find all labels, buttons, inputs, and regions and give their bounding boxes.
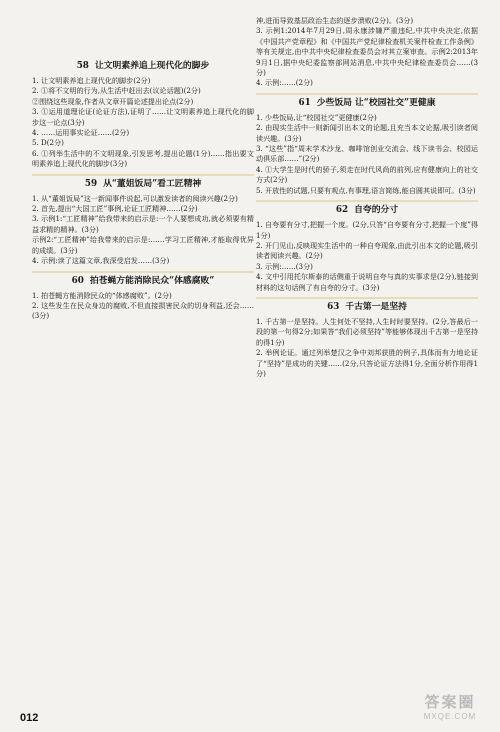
section-title-text: 千古第一是坚持 <box>345 301 407 312</box>
answer-line: 4. ①大学生是时代的骄子,须走在时代风尚的前列,应有健康向上的社交方式(2分) <box>256 164 478 185</box>
answer-line: 1. 少些饭局,让“校园社交”更健康(2分) <box>256 112 377 122</box>
answer-line: 2. 开门见山,反映现实生活中的一种自夸现象,由此引出本文的论题,吸引读者阅读兴趣。(2分) <box>256 240 478 261</box>
answer-line: 3. “这些”指“周末学术沙龙、咖啡馆创业交流会、线下读书会、校园运动俱乐部……”(2分) <box>256 144 478 164</box>
section-title-text: 自夸的分寸 <box>354 205 399 216</box>
watermark-brand: 答案圈 <box>424 694 476 711</box>
answer-line: 2. 首先,提出“大国工匠”事例,论证工匠精神……(2分) <box>32 204 198 214</box>
answer-line: ②围绕这些现象,作者从文章开篇论述提出论点(2分) <box>32 96 194 106</box>
answer-line: 1. 从“董姐饭局”这一新闻事件说起,可以激发读者的阅读兴趣(2分) <box>32 193 238 203</box>
answer-line: 4. 示例:……(2分) <box>256 78 313 88</box>
answer-line: 6. ①列举生活中的不文明现象,引发思考,提出论题(1分)……指出要文明素养追上现代化的脚步(3分) <box>32 148 254 169</box>
answer-line: 2. ①将不文明的行为,从生活中赶出去(议论话题)(2分) <box>32 86 201 96</box>
answer-line: 2. 举例论证。通过列举楚汉之争中刘邦获胜的例子,具体而有力地论证了“坚持”是成功的关键……(2分,只答论证方法得1分,全面分析作用得1分) <box>256 348 478 378</box>
watermark-url: MXQE.COM <box>423 712 477 721</box>
section-title-63 <box>256 297 478 313</box>
section-number: 59 <box>84 178 98 189</box>
section-number: 60 <box>71 275 84 286</box>
page-number: 012 <box>20 712 39 724</box>
section-title-61 <box>256 93 478 109</box>
answer-line: 1. 拍苍蝇方能消除民众的“体感腐败”。(2分) <box>32 290 172 300</box>
section-title-text: 让文明素养追上现代化的脚步 <box>94 61 210 71</box>
answer-line: 3. 示例1:“工匠精神”给我带来的启示是:一个人要想成功,就必须要有精益求精的精神。(3分) <box>32 214 254 234</box>
section-number: 61 <box>298 97 311 108</box>
answer-line: 5. D(2分) <box>32 138 64 148</box>
section-number: 58 <box>76 61 89 71</box>
section-title-58 <box>32 60 254 72</box>
answer-line: 5. 开放性的试题,只要有观点,有事理,语言简练,能自圆其说即可。(3分) <box>256 185 476 195</box>
answer-line: 1. 千古第一是坚持。人生何处不坚持,人生时时要坚持。(2分,答最后一段的第一句得2分;如果答“我们必须坚持”等能够体现出千古第一是坚持的得1分) <box>256 316 478 347</box>
section-title-text: 从“董姐饭局”看工匠精神 <box>103 178 202 189</box>
section-title-60 <box>32 271 254 287</box>
answer-line: 4. 示例:读了这篇文章,我深受启发……(3分) <box>32 256 170 266</box>
section-title-text: 拍苍蝇方能消除民众“体感腐败” <box>89 275 215 286</box>
answer-line: 2. 这些发生在民众身边的腐败,不但直接损害民众的切身利益,还会……(3分) <box>32 300 254 321</box>
section-number: 63 <box>327 301 340 312</box>
answer-line: 神,进而导致基层政治生态的逐步溃败(2分)。(3分) <box>256 16 414 25</box>
answer-line: 3. ①运用道理论证(论证方法),证明了……让文明素养追上现代化的脚步这一论点(3分) <box>32 107 254 127</box>
answer-line: 示例2:“工匠精神”给我带来的启示是:……学习工匠精神,才能取得优异的成绩。(3分) <box>32 235 254 255</box>
answer-line: 1. 自夸要有分寸,把握一个度。(2分,只答“自夸要有分寸,把握一个度”得1分) <box>256 220 478 240</box>
answer-line: 3. 示例:……(3分) <box>256 261 313 271</box>
right-column <box>256 16 478 379</box>
section-title-text: 少些饭局 让“校园社交”更健康 <box>316 97 436 108</box>
section-title-59 <box>32 174 254 190</box>
answer-line: 4. 文中引用托尔斯泰的话侧重于说明自夸与真的实事求是(2分),链接到材料的这句话例了有自夸的分寸。(3分) <box>256 272 478 292</box>
left-column <box>32 16 254 322</box>
answer-line: 1. 让文明素养追上现代化的脚步(2分) <box>32 76 151 85</box>
answer-line: 3. 示例1:2014年7月29日,周永康涉嫌严重违纪,中共中央决定,依据《中国共产党章程》和《中国共产党纪律检查机关案件检查工作条例》等有关规定,由中共中央纪律检查委员会对其立案审查。示例2:2013年9月1日,据中央纪委监察部网站消息,中共中央纪律检查委员会……(3分) <box>256 26 478 78</box>
section-number: 62 <box>335 205 349 216</box>
answer-line: 4. ……运用事实论证……(2分) <box>32 128 130 138</box>
watermark-logo <box>414 694 486 728</box>
section-title-62 <box>256 200 478 216</box>
answer-line: 2. 由现实生活中一则新闻引出本文的论题,且充当本文论据,吸引读者阅读兴趣。(3分) <box>256 123 478 143</box>
